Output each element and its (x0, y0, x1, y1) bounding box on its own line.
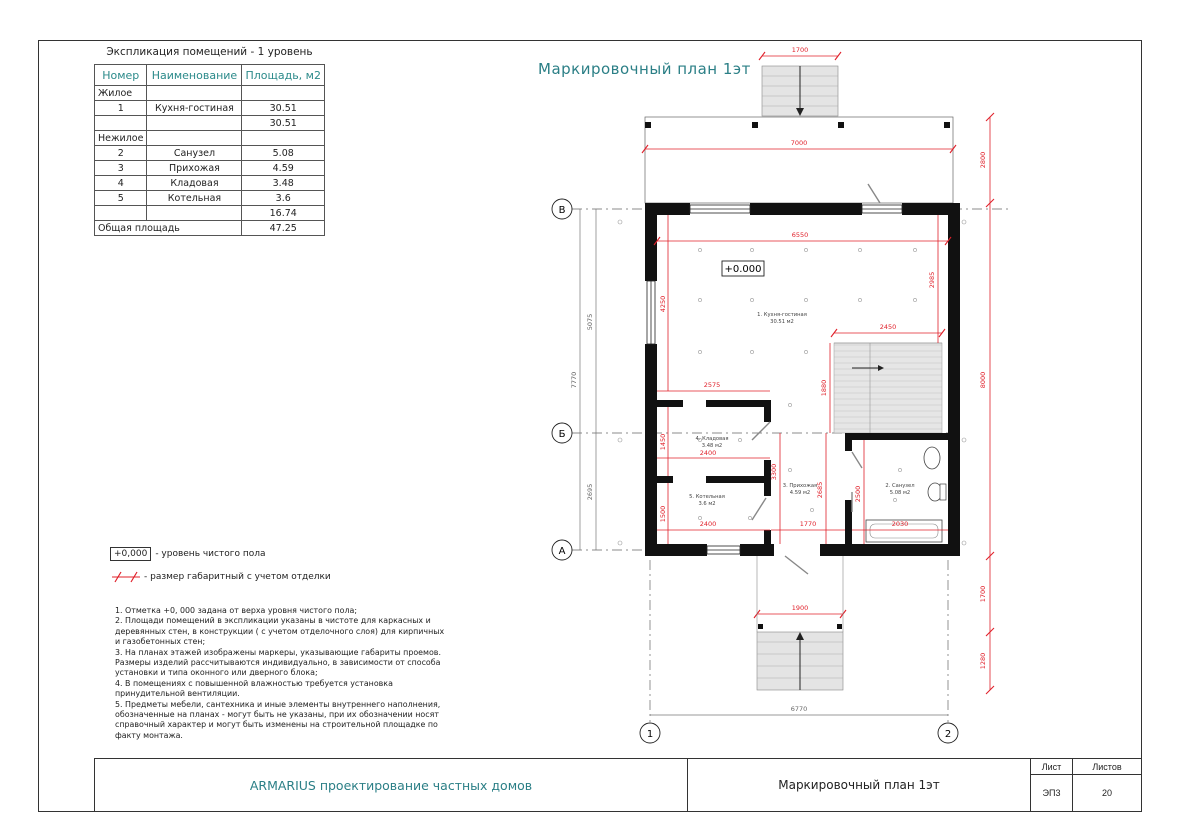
sheets-label: Листов (1072, 758, 1142, 775)
total-value: 47.25 (242, 221, 325, 236)
room-number: 5 (95, 191, 147, 206)
room-area: 30.51 (242, 101, 325, 116)
axis-label: 2 (944, 729, 952, 740)
room-name: Прихожая (147, 161, 242, 176)
axis-label: В (558, 205, 566, 216)
dim-label: 2030 (891, 520, 909, 528)
header-number: Номер (95, 65, 147, 86)
room-area-label: 3.6 м2 (698, 501, 716, 507)
porch-bottom (757, 556, 843, 690)
note-item: 4. В помещениях с повышенной влажностью требуется установка принудительной вентиляции. (115, 678, 393, 699)
dim-label: 2400 (699, 449, 717, 457)
room-label: 2. Санузел (885, 483, 915, 489)
dim-label: 3300 (770, 463, 778, 481)
room-label: 5. Котельная (689, 494, 725, 500)
dim-label: 4250 (659, 295, 667, 313)
room-name: Кухня-гостиная (147, 101, 242, 116)
legend-dim-text: - размер габаритный с учетом отделки (144, 572, 331, 582)
room-area-label: 5.08 м2 (889, 490, 911, 496)
sheet-value: ЭП3 (1030, 774, 1073, 812)
room-number: 1 (95, 101, 147, 116)
room-number: 4 (95, 176, 147, 191)
note-item: 1. Отметка +0, 000 задана от верха уровня чистого пола; (115, 606, 357, 615)
room-area-label: 4.59 м2 (789, 490, 811, 496)
sheet-label: Лист (1030, 758, 1073, 775)
axis-label: А (558, 546, 566, 557)
dim-label: 1500 (659, 505, 667, 523)
explication-title: Экспликация помещений - 1 уровень (95, 40, 325, 65)
dim-label: 2575 (703, 381, 721, 389)
room-area: 5.08 (242, 146, 325, 161)
dim-label: 2400 (699, 520, 717, 528)
dim-label: 2695 (586, 483, 594, 501)
room-area-label: 3.48 м2 (701, 443, 723, 449)
total-label: Общая площадь (95, 221, 242, 236)
legend-level-text: - уровень чистого пола (155, 549, 266, 559)
axis-bubbles (552, 199, 958, 743)
room-name: Санузел (147, 146, 242, 161)
title-block (94, 758, 1142, 812)
dim-label: 1900 (791, 604, 809, 612)
section-nonliving: Нежилое (95, 131, 147, 146)
terrace-posts (645, 122, 950, 128)
dim-label: 6770 (790, 705, 808, 713)
dim-label: 1700 (791, 46, 809, 54)
dim-label: 7770 (570, 371, 578, 389)
dim-label: 2985 (928, 271, 936, 289)
header-name: Наименование (147, 65, 242, 86)
plan-title: Маркировочный план 1эт (538, 60, 751, 78)
company-name: ARMARIUS проектирование частных домов (94, 758, 688, 812)
room-area: 4.59 (242, 161, 325, 176)
dim-label: 1880 (820, 379, 828, 397)
room-name: Кладовая (147, 176, 242, 191)
interior-stairs (834, 343, 942, 433)
dim-label: 7000 (790, 139, 808, 147)
dim-label: 1770 (799, 520, 817, 528)
level-mark-text: +0.000 (724, 264, 762, 275)
section-living: Жилое (95, 86, 147, 101)
dim-label: 2800 (979, 151, 987, 169)
room-area-label: 30.51 м2 (770, 319, 794, 325)
dim-label: 2500 (854, 485, 862, 503)
level-mark (722, 261, 764, 276)
dim-label: 1450 (659, 433, 667, 451)
sink-icon (924, 447, 940, 469)
porch-top (762, 66, 838, 116)
dim-label: 8000 (979, 371, 987, 389)
note-item: 5. Предметы мебели, сантехника и иные элементы внутреннего наполнения, обозначенные на планах - могут быть не указаны, при их обозначении носят справочный характер и могут быть изменены на строительной площадке по факту монтажа. (115, 699, 441, 740)
room-name: Котельная (147, 191, 242, 206)
room-label: 4. Кладовая (695, 436, 729, 442)
room-label: 1. Кухня-гостиная (757, 312, 807, 318)
dim-label: 6550 (791, 231, 809, 239)
axis-label: 1 (646, 729, 654, 740)
dim-label: 2685 (816, 481, 824, 499)
room-number: 2 (95, 146, 147, 161)
dim-label: 1280 (979, 652, 987, 670)
room-number: 3 (95, 161, 147, 176)
subtotal-nonliving: 16.74 (242, 206, 325, 221)
note-item: 2. Площади помещений в экспликации указаны в чистоте для каркасных и деревянных стен, в конструкции ( с учетом отделочного слоя) для кирпичных и газобетонных стен; (115, 616, 445, 647)
note-item: 3. На планах этажей изображены маркеры, указывающие габариты проемов. Размеры изделий рассчитываются индивидуально, в зависимости от способа установки и типа оконного или дверного блока; (115, 647, 441, 678)
sheet-name: Маркировочный план 1эт (687, 758, 1031, 812)
room-area: 3.48 (242, 176, 325, 191)
subtotal-living: 30.51 (242, 116, 325, 131)
terrace-outline (645, 117, 953, 203)
dim-label: 1700 (979, 585, 987, 603)
dim-label: 5075 (586, 313, 594, 331)
axis-label: Б (558, 429, 566, 440)
header-area: Площадь, м2 (242, 65, 325, 86)
sheets-value: 20 (1072, 774, 1142, 812)
room-area: 3.6 (242, 191, 325, 206)
room-label: 3. Прихожая (782, 483, 818, 489)
legend-level-box: +0,000 (110, 547, 151, 561)
dim-label: 2450 (879, 323, 897, 331)
